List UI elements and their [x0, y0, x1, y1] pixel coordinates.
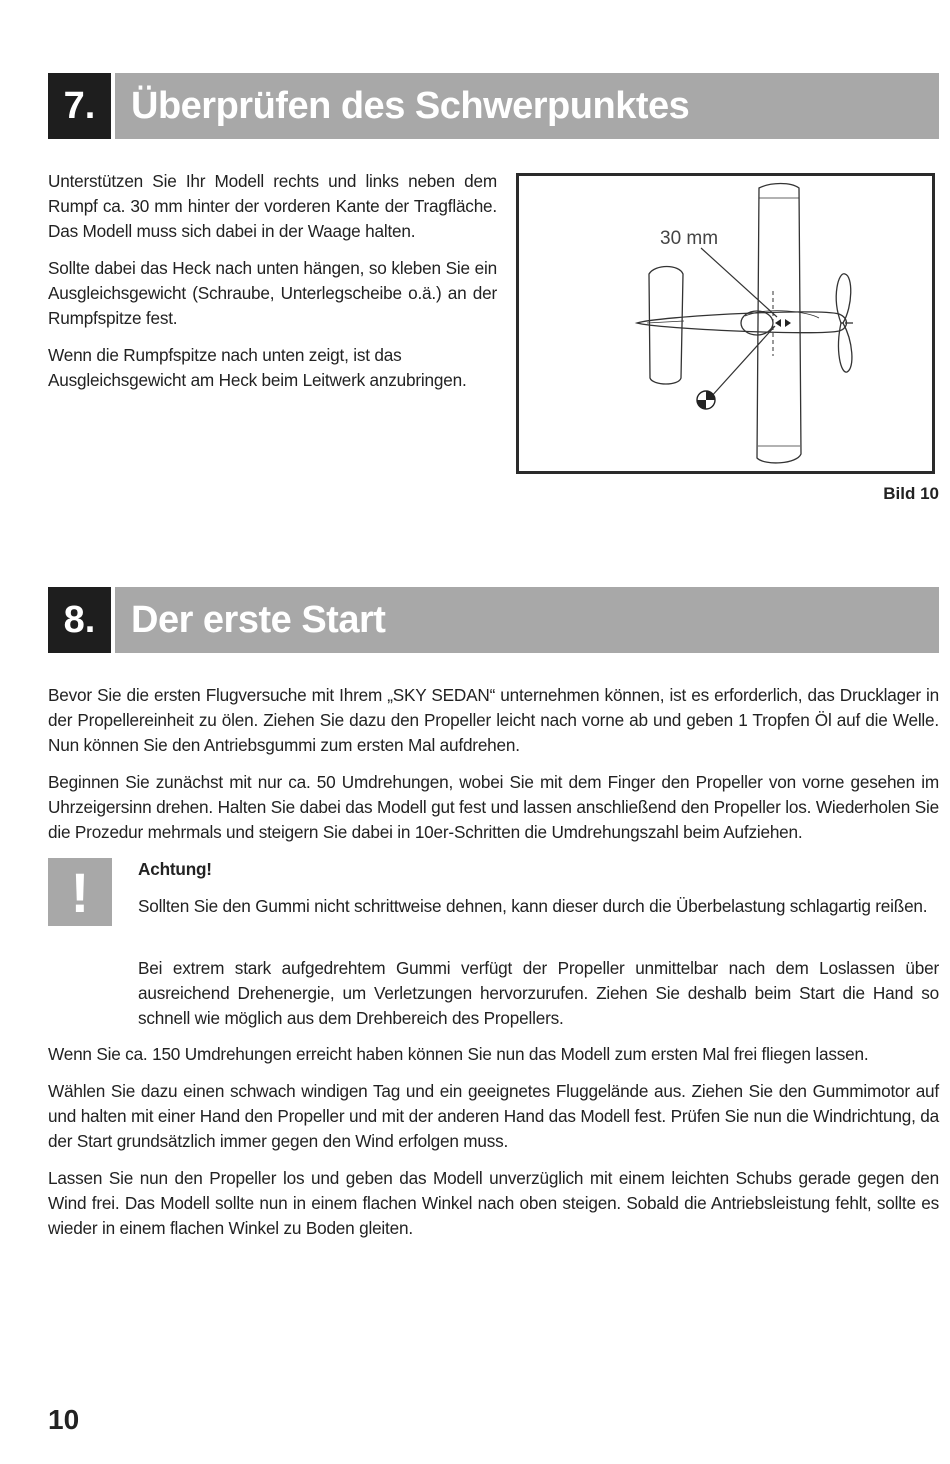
- cg-symbol: [697, 391, 715, 409]
- warning-icon: !: [48, 858, 112, 926]
- section-number: 8.: [48, 587, 111, 653]
- paragraph: Beginnen Sie zunächst mit nur ca. 50 Umdrehungen, wobei Sie mit dem Finger den Propeller von vorne gesehen im Uhrzeigersinn drehen. Halten Sie dabei das Modell gut fest und lassen anschließend den Propeller los. Wiederholen Sie die Prozedur mehrmals und steigern Sie dabei in 10er-Schritten die Umdrehungszahl beim Aufziehen.: [48, 772, 939, 842]
- page-number: 10: [48, 1404, 80, 1435]
- section-8-heading: [48, 587, 939, 653]
- figure-caption: Bild 10: [883, 484, 939, 503]
- propeller-blade: [836, 274, 851, 323]
- section-title: Überprüfen des Schwerpunktes: [115, 73, 939, 139]
- warning-paragraph: Sollten Sie den Gummi nicht schrittweise dehnen, kann dieser durch die Überbelastung schlagartig reißen.: [138, 896, 928, 916]
- paragraph: Lassen Sie nun den Propeller los und geben das Modell unverzüglich mit einem leichten Schubs gerade gegen den Wind frei. Das Modell sollte nun in einem flachen Winkel nach oben steigen. Sobald die Antriebsleistung fehlt, sollte es wieder in einem flachen Winkel zu Boden gleiten.: [48, 1168, 939, 1238]
- paragraph: Wenn die Rumpfspitze nach unten zeigt, ist das Ausgleichsgewicht am Heck beim Leitwerk anzubringen.: [48, 345, 467, 390]
- dimension-label: 30 mm: [660, 228, 719, 249]
- paragraph: Sollte dabei das Heck nach unten hängen, so kleben Sie ein Ausgleichsgewicht (Schraube, Unterlegscheibe o.ä.) an der Rumpfspitze fest.: [48, 258, 497, 328]
- paragraph: Bevor Sie die ersten Flugversuche mit Ihrem „SKY SEDAN“ unternehmen können, ist es erforderlich, das Drucklager in der Propellereinheit zu ölen. Ziehen Sie dazu den Propeller leicht nach vorne ab und geben 1 Tropfen Öl auf die Welle. Nun können Sie den Antriebsgummi zum ersten Mal aufdrehen.: [48, 685, 939, 755]
- section-title: Der erste Start: [115, 587, 939, 653]
- paragraph: Wenn Sie ca. 150 Umdrehungen erreicht haben können Sie nun das Modell zum ersten Mal frei fliegen lassen.: [48, 1044, 869, 1064]
- section-number: 7.: [48, 73, 111, 139]
- airplane-diagram: [519, 176, 932, 471]
- section-7-heading: [48, 73, 939, 139]
- warning-paragraph: Bei extrem stark aufgedrehtem Gummi verfügt der Propeller unmittelbar nach dem Loslassen über ausreichend Drehenergie, um Verletzungen hervorzurufen. Ziehen Sie deshalb beim Start die Hand so schnell wie möglich aus dem Drehbereich des Propellers.: [138, 958, 939, 1028]
- paragraph: Unterstützen Sie Ihr Modell rechts und links neben dem Rumpf ca. 30 mm hinter der vorderen Kante der Tragfläche. Das Modell muss sich dabei in der Waage halten.: [48, 171, 497, 241]
- fuselage-outline: [637, 312, 847, 333]
- paragraph: Wählen Sie dazu einen schwach windigen Tag und ein geeignetes Fluggelände aus. Ziehen Sie den Gummimotor auf und halten mit einer Hand den Propeller und mit der anderen Hand das Modell fest. Prüfen Sie nun die Windrichtung, da der Start grundsätzlich immer gegen den Wind erfolgen muss.: [48, 1081, 939, 1151]
- warning-title: Achtung!: [138, 859, 212, 879]
- center-of-gravity-figure: [516, 173, 935, 474]
